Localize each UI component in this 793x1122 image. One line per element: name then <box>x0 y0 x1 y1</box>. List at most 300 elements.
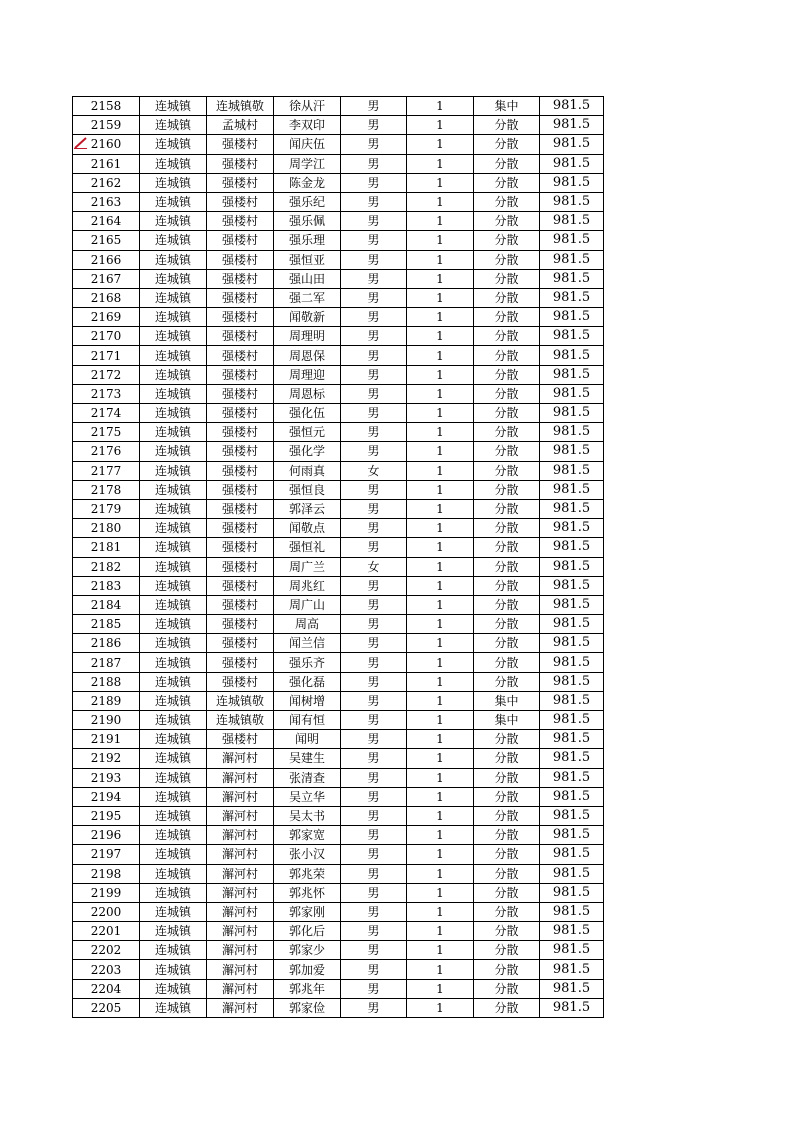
amount-cell: 981.5 <box>540 135 604 154</box>
gender-cell: 男 <box>341 979 407 998</box>
count-cell: 1 <box>407 231 474 250</box>
count-cell: 1 <box>407 941 474 960</box>
table-row <box>73 288 604 307</box>
support-type-cell: 分散 <box>474 538 540 557</box>
count-cell: 1 <box>407 384 474 403</box>
count-cell: 1 <box>407 423 474 442</box>
gender-cell: 女 <box>341 557 407 576</box>
row-number-cell: 2181 <box>73 538 140 557</box>
person-name-cell: 吴建生 <box>274 749 341 768</box>
amount-cell: 981.5 <box>540 595 604 614</box>
amount-cell: 981.5 <box>540 787 604 806</box>
gender-cell: 男 <box>341 231 407 250</box>
town-cell: 连城镇 <box>140 442 207 461</box>
table-row <box>73 941 604 960</box>
row-number-cell: 2166 <box>73 250 140 269</box>
table-row <box>73 960 604 979</box>
row-number-cell: 2168 <box>73 288 140 307</box>
amount-cell: 981.5 <box>540 442 604 461</box>
amount-cell: 981.5 <box>540 960 604 979</box>
village-cell: 连城镇敬 <box>207 711 274 730</box>
person-name-cell: 强乐理 <box>274 231 341 250</box>
table-row <box>73 461 604 480</box>
count-cell: 1 <box>407 404 474 423</box>
person-name-cell: 郭兆年 <box>274 979 341 998</box>
person-name-cell: 闻敬新 <box>274 308 341 327</box>
table-row <box>73 269 604 288</box>
village-cell: 强楼村 <box>207 461 274 480</box>
row-number-cell: 2173 <box>73 384 140 403</box>
table-row <box>73 154 604 173</box>
village-cell: 强楼村 <box>207 519 274 538</box>
amount-cell: 981.5 <box>540 902 604 921</box>
amount-cell: 981.5 <box>540 404 604 423</box>
row-number-cell: 2178 <box>73 480 140 499</box>
table-row <box>73 922 604 941</box>
count-cell: 1 <box>407 116 474 135</box>
table-row <box>73 423 604 442</box>
person-name-cell: 强化伍 <box>274 404 341 423</box>
support-type-cell: 分散 <box>474 519 540 538</box>
person-name-cell: 强恒亚 <box>274 250 341 269</box>
town-cell: 连城镇 <box>140 404 207 423</box>
town-cell: 连城镇 <box>140 845 207 864</box>
count-cell: 1 <box>407 883 474 902</box>
table-row <box>73 826 604 845</box>
support-type-cell: 分散 <box>474 269 540 288</box>
gender-cell: 男 <box>341 308 407 327</box>
village-cell: 强楼村 <box>207 308 274 327</box>
table-row <box>73 883 604 902</box>
gender-cell: 男 <box>341 711 407 730</box>
count-cell: 1 <box>407 327 474 346</box>
support-type-cell: 分散 <box>474 653 540 672</box>
town-cell: 连城镇 <box>140 615 207 634</box>
table-row <box>73 806 604 825</box>
amount-cell: 981.5 <box>540 691 604 710</box>
village-cell: 强楼村 <box>207 557 274 576</box>
person-name-cell: 闻庆伍 <box>274 135 341 154</box>
person-name-cell: 郭兆怀 <box>274 883 341 902</box>
town-cell: 连城镇 <box>140 557 207 576</box>
gender-cell: 男 <box>341 749 407 768</box>
row-number-cell: 2183 <box>73 576 140 595</box>
amount-cell: 981.5 <box>540 461 604 480</box>
village-cell: 澥河村 <box>207 749 274 768</box>
row-number-cell: 2167 <box>73 269 140 288</box>
table-row <box>73 135 604 154</box>
table-row <box>73 327 604 346</box>
gender-cell: 男 <box>341 384 407 403</box>
table-row <box>73 192 604 211</box>
gender-cell: 男 <box>341 538 407 557</box>
town-cell: 连城镇 <box>140 883 207 902</box>
support-type-cell: 分散 <box>474 864 540 883</box>
amount-cell: 981.5 <box>540 845 604 864</box>
row-number-cell: 2187 <box>73 653 140 672</box>
amount-cell: 981.5 <box>540 480 604 499</box>
support-type-cell: 分散 <box>474 499 540 518</box>
amount-cell: 981.5 <box>540 711 604 730</box>
table-row <box>73 499 604 518</box>
village-cell: 澥河村 <box>207 998 274 1017</box>
table-row <box>73 902 604 921</box>
town-cell: 连城镇 <box>140 212 207 231</box>
person-name-cell: 周理迎 <box>274 365 341 384</box>
support-type-cell: 分散 <box>474 154 540 173</box>
town-cell: 连城镇 <box>140 288 207 307</box>
village-cell: 强楼村 <box>207 250 274 269</box>
person-name-cell: 强乐佩 <box>274 212 341 231</box>
support-type-cell: 分散 <box>474 883 540 902</box>
row-number-cell: 2160 <box>73 135 140 154</box>
support-type-cell: 分散 <box>474 384 540 403</box>
table-row <box>73 672 604 691</box>
row-number-cell: 2185 <box>73 615 140 634</box>
table-row <box>73 384 604 403</box>
row-number-cell: 2205 <box>73 998 140 1017</box>
person-name-cell: 周理明 <box>274 327 341 346</box>
table-row <box>73 749 604 768</box>
town-cell: 连城镇 <box>140 97 207 116</box>
town-cell: 连城镇 <box>140 384 207 403</box>
village-cell: 强楼村 <box>207 672 274 691</box>
support-type-cell: 分散 <box>474 749 540 768</box>
count-cell: 1 <box>407 250 474 269</box>
amount-cell: 981.5 <box>540 346 604 365</box>
town-cell: 连城镇 <box>140 922 207 941</box>
gender-cell: 男 <box>341 634 407 653</box>
count-cell: 1 <box>407 269 474 288</box>
table-row <box>73 634 604 653</box>
person-name-cell: 强恒元 <box>274 423 341 442</box>
person-name-cell: 闻明 <box>274 730 341 749</box>
support-type-cell: 分散 <box>474 231 540 250</box>
town-cell: 连城镇 <box>140 461 207 480</box>
count-cell: 1 <box>407 192 474 211</box>
table-row <box>73 212 604 231</box>
gender-cell: 男 <box>341 192 407 211</box>
row-number-cell: 2175 <box>73 423 140 442</box>
support-type-cell: 集中 <box>474 711 540 730</box>
gender-cell: 男 <box>341 288 407 307</box>
row-number-cell: 2179 <box>73 499 140 518</box>
amount-cell: 981.5 <box>540 327 604 346</box>
row-number-cell: 2161 <box>73 154 140 173</box>
row-number-cell: 2162 <box>73 173 140 192</box>
gender-cell: 男 <box>341 806 407 825</box>
town-cell: 连城镇 <box>140 423 207 442</box>
town-cell: 连城镇 <box>140 538 207 557</box>
count-cell: 1 <box>407 653 474 672</box>
support-type-cell: 分散 <box>474 480 540 499</box>
support-type-cell: 分散 <box>474 423 540 442</box>
row-number-cell: 2158 <box>73 97 140 116</box>
table-row <box>73 346 604 365</box>
support-type-cell: 分散 <box>474 250 540 269</box>
person-name-cell: 吴太书 <box>274 806 341 825</box>
table-row <box>73 173 604 192</box>
village-cell: 强楼村 <box>207 288 274 307</box>
table-row <box>73 480 604 499</box>
row-number-cell: 2194 <box>73 787 140 806</box>
amount-cell: 981.5 <box>540 538 604 557</box>
gender-cell: 女 <box>341 461 407 480</box>
village-cell: 强楼村 <box>207 499 274 518</box>
row-number-cell: 2195 <box>73 806 140 825</box>
amount-cell: 981.5 <box>540 384 604 403</box>
gender-cell: 男 <box>341 902 407 921</box>
support-type-cell: 分散 <box>474 173 540 192</box>
table-row <box>73 538 604 557</box>
row-number-cell: 2184 <box>73 595 140 614</box>
row-number-cell: 2199 <box>73 883 140 902</box>
village-cell: 强楼村 <box>207 135 274 154</box>
count-cell: 1 <box>407 749 474 768</box>
amount-cell: 981.5 <box>540 941 604 960</box>
gender-cell: 男 <box>341 212 407 231</box>
table-row <box>73 519 604 538</box>
amount-cell: 981.5 <box>540 231 604 250</box>
gender-cell: 男 <box>341 826 407 845</box>
village-cell: 强楼村 <box>207 192 274 211</box>
count-cell: 1 <box>407 212 474 231</box>
row-number-cell: 2192 <box>73 749 140 768</box>
table-row <box>73 730 604 749</box>
table-row <box>73 845 604 864</box>
person-name-cell: 强恒礼 <box>274 538 341 557</box>
village-cell: 强楼村 <box>207 538 274 557</box>
town-cell: 连城镇 <box>140 979 207 998</box>
data-table <box>72 96 604 1018</box>
support-type-cell: 分散 <box>474 615 540 634</box>
count-cell: 1 <box>407 979 474 998</box>
count-cell: 1 <box>407 768 474 787</box>
village-cell: 澥河村 <box>207 941 274 960</box>
amount-cell: 981.5 <box>540 269 604 288</box>
village-cell: 强楼村 <box>207 615 274 634</box>
table-row <box>73 308 604 327</box>
support-type-cell: 分散 <box>474 116 540 135</box>
table-row <box>73 365 604 384</box>
amount-cell: 981.5 <box>540 499 604 518</box>
row-number-cell: 2177 <box>73 461 140 480</box>
person-name-cell: 强化磊 <box>274 672 341 691</box>
gender-cell: 男 <box>341 730 407 749</box>
support-type-cell: 分散 <box>474 634 540 653</box>
town-cell: 连城镇 <box>140 806 207 825</box>
support-type-cell: 分散 <box>474 557 540 576</box>
amount-cell: 981.5 <box>540 883 604 902</box>
town-cell: 连城镇 <box>140 960 207 979</box>
amount-cell: 981.5 <box>540 979 604 998</box>
town-cell: 连城镇 <box>140 711 207 730</box>
village-cell: 澥河村 <box>207 864 274 883</box>
person-name-cell: 周高 <box>274 615 341 634</box>
support-type-cell: 分散 <box>474 288 540 307</box>
table-row <box>73 653 604 672</box>
gender-cell: 男 <box>341 423 407 442</box>
amount-cell: 981.5 <box>540 749 604 768</box>
village-cell: 强楼村 <box>207 442 274 461</box>
count-cell: 1 <box>407 730 474 749</box>
row-number-cell: 2196 <box>73 826 140 845</box>
row-number-cell: 2163 <box>73 192 140 211</box>
person-name-cell: 周兆红 <box>274 576 341 595</box>
row-number-cell: 2191 <box>73 730 140 749</box>
count-cell: 1 <box>407 519 474 538</box>
table-row <box>73 768 604 787</box>
count-cell: 1 <box>407 461 474 480</box>
town-cell: 连城镇 <box>140 231 207 250</box>
gender-cell: 男 <box>341 442 407 461</box>
row-number-cell: 2174 <box>73 404 140 423</box>
person-name-cell: 吴立华 <box>274 787 341 806</box>
village-cell: 强楼村 <box>207 346 274 365</box>
support-type-cell: 分散 <box>474 442 540 461</box>
gender-cell: 男 <box>341 173 407 192</box>
person-name-cell: 徐从汗 <box>274 97 341 116</box>
person-name-cell: 闻兰信 <box>274 634 341 653</box>
count-cell: 1 <box>407 998 474 1017</box>
amount-cell: 981.5 <box>540 365 604 384</box>
village-cell: 澥河村 <box>207 883 274 902</box>
gender-cell: 男 <box>341 519 407 538</box>
amount-cell: 981.5 <box>540 308 604 327</box>
person-name-cell: 周恩标 <box>274 384 341 403</box>
amount-cell: 981.5 <box>540 730 604 749</box>
village-cell: 强楼村 <box>207 653 274 672</box>
count-cell: 1 <box>407 576 474 595</box>
support-type-cell: 分散 <box>474 922 540 941</box>
amount-cell: 981.5 <box>540 806 604 825</box>
support-type-cell: 分散 <box>474 941 540 960</box>
table-row <box>73 979 604 998</box>
count-cell: 1 <box>407 346 474 365</box>
support-type-cell: 分散 <box>474 346 540 365</box>
town-cell: 连城镇 <box>140 135 207 154</box>
table-row <box>73 442 604 461</box>
village-cell: 强楼村 <box>207 173 274 192</box>
town-cell: 连城镇 <box>140 634 207 653</box>
amount-cell: 981.5 <box>540 288 604 307</box>
person-name-cell: 郭兆荣 <box>274 864 341 883</box>
gender-cell: 男 <box>341 883 407 902</box>
count-cell: 1 <box>407 499 474 518</box>
row-number-cell: 2198 <box>73 864 140 883</box>
amount-cell: 981.5 <box>540 250 604 269</box>
amount-cell: 981.5 <box>540 519 604 538</box>
table-row <box>73 116 604 135</box>
support-type-cell: 分散 <box>474 806 540 825</box>
village-cell: 连城镇敬 <box>207 691 274 710</box>
amount-cell: 981.5 <box>540 922 604 941</box>
count-cell: 1 <box>407 538 474 557</box>
gender-cell: 男 <box>341 595 407 614</box>
person-name-cell: 张清查 <box>274 768 341 787</box>
table-row <box>73 998 604 1017</box>
support-type-cell: 分散 <box>474 576 540 595</box>
person-name-cell: 周广兰 <box>274 557 341 576</box>
support-type-cell: 分散 <box>474 979 540 998</box>
support-type-cell: 分散 <box>474 308 540 327</box>
town-cell: 连城镇 <box>140 691 207 710</box>
table-row <box>73 864 604 883</box>
gender-cell: 男 <box>341 346 407 365</box>
count-cell: 1 <box>407 308 474 327</box>
town-cell: 连城镇 <box>140 346 207 365</box>
person-name-cell: 郭加爱 <box>274 960 341 979</box>
amount-cell: 981.5 <box>540 423 604 442</box>
village-cell: 澥河村 <box>207 979 274 998</box>
town-cell: 连城镇 <box>140 787 207 806</box>
support-type-cell: 分散 <box>474 826 540 845</box>
village-cell: 强楼村 <box>207 634 274 653</box>
gender-cell: 男 <box>341 135 407 154</box>
person-name-cell: 陈金龙 <box>274 173 341 192</box>
amount-cell: 981.5 <box>540 768 604 787</box>
support-type-cell: 分散 <box>474 845 540 864</box>
person-name-cell: 强恒良 <box>274 480 341 499</box>
gender-cell: 男 <box>341 691 407 710</box>
gender-cell: 男 <box>341 845 407 864</box>
person-name-cell: 郭家宽 <box>274 826 341 845</box>
count-cell: 1 <box>407 864 474 883</box>
village-cell: 强楼村 <box>207 730 274 749</box>
village-cell: 强楼村 <box>207 423 274 442</box>
village-cell: 强楼村 <box>207 384 274 403</box>
town-cell: 连城镇 <box>140 730 207 749</box>
village-cell: 强楼村 <box>207 404 274 423</box>
town-cell: 连城镇 <box>140 116 207 135</box>
person-name-cell: 郭家刚 <box>274 902 341 921</box>
table-row <box>73 576 604 595</box>
town-cell: 连城镇 <box>140 308 207 327</box>
support-type-cell: 分散 <box>474 672 540 691</box>
amount-cell: 981.5 <box>540 154 604 173</box>
town-cell: 连城镇 <box>140 768 207 787</box>
town-cell: 连城镇 <box>140 826 207 845</box>
person-name-cell: 强山田 <box>274 269 341 288</box>
gender-cell: 男 <box>341 998 407 1017</box>
gender-cell: 男 <box>341 480 407 499</box>
count-cell: 1 <box>407 845 474 864</box>
table-row <box>73 691 604 710</box>
village-cell: 强楼村 <box>207 231 274 250</box>
support-type-cell: 分散 <box>474 135 540 154</box>
count-cell: 1 <box>407 691 474 710</box>
support-type-cell: 分散 <box>474 998 540 1017</box>
support-type-cell: 分散 <box>474 787 540 806</box>
count-cell: 1 <box>407 154 474 173</box>
town-cell: 连城镇 <box>140 250 207 269</box>
support-type-cell: 分散 <box>474 960 540 979</box>
gender-cell: 男 <box>341 97 407 116</box>
gender-cell: 男 <box>341 864 407 883</box>
village-cell: 强楼村 <box>207 576 274 595</box>
count-cell: 1 <box>407 288 474 307</box>
table-row <box>73 404 604 423</box>
amount-cell: 981.5 <box>540 653 604 672</box>
village-cell: 强楼村 <box>207 212 274 231</box>
gender-cell: 男 <box>341 922 407 941</box>
village-cell: 澥河村 <box>207 960 274 979</box>
gender-cell: 男 <box>341 404 407 423</box>
support-type-cell: 分散 <box>474 768 540 787</box>
person-name-cell: 周广山 <box>274 595 341 614</box>
row-number-cell: 2180 <box>73 519 140 538</box>
town-cell: 连城镇 <box>140 365 207 384</box>
